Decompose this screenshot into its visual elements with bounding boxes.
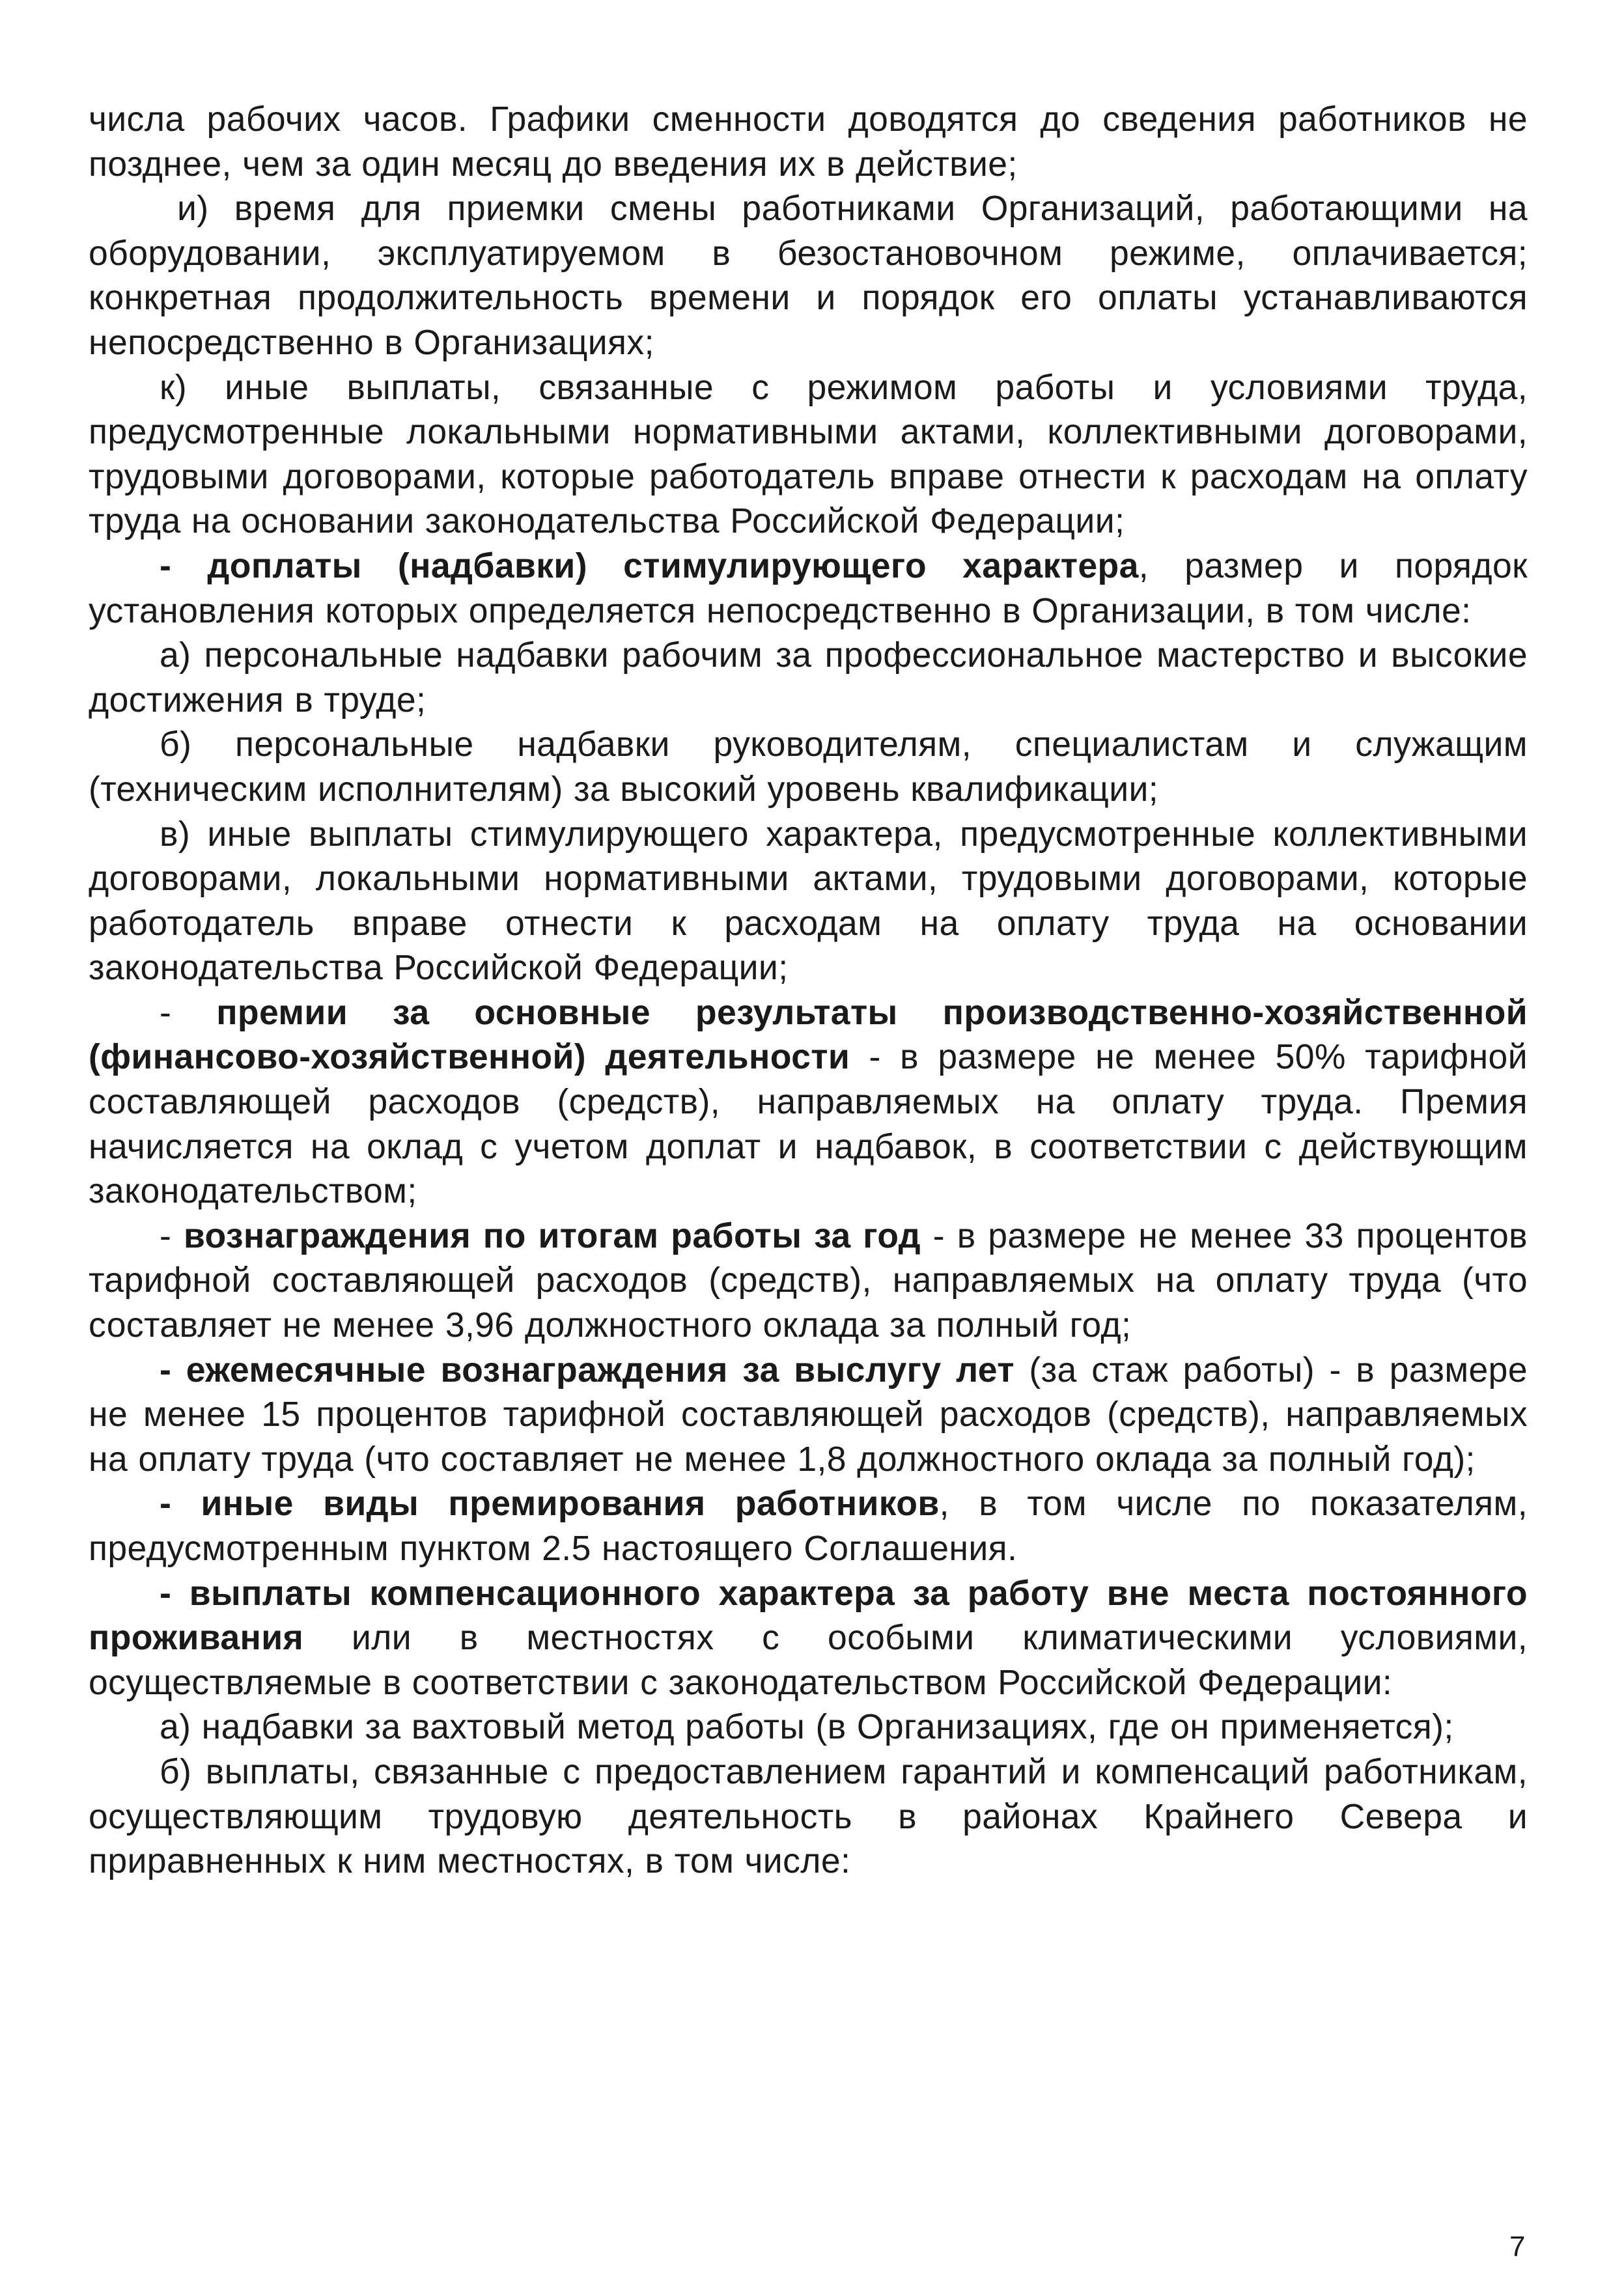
paragraph-item-a-personal — [89, 634, 1528, 723]
paragraph-text: в) иные выплаты стимулирующего характера, предусмотренные коллективными договорами, локальными нормативными актами, трудовыми договорами, которые работодатель вправе отнести к расходам на оплату труда на основании законодательства Российской Федерации; — [89, 815, 1528, 988]
paragraph-item-v-other — [89, 813, 1528, 991]
paragraph-text: - в размере не менее 50% тарифной составляющей расходов (средств), направляемых на оплату труда. Премия начисляется на оклад с учетом доплат и надбавок, в соответствии с действующим законодательством; — [89, 1038, 1528, 1211]
paragraph-item-i — [89, 187, 1528, 365]
paragraph-item-a-shift-method — [89, 1705, 1528, 1750]
paragraph-text: б) выплаты, связанные с предоставлением гарантий и компенсаций работникам, осуществляющим трудовую деятельность в районах Крайнего Севера и приравненных к ним местностях, в том числе: — [89, 1752, 1528, 1881]
paragraph-bold-heading: - доплаты (надбавки) стимулирующего характера — [160, 546, 1139, 585]
paragraph-item-b-far-north — [89, 1750, 1528, 1884]
paragraph-annual-rewards — [89, 1214, 1528, 1348]
paragraph-bold-heading: - иные виды премирования работников — [160, 1485, 940, 1524]
paragraph-working-hours — [89, 98, 1528, 187]
paragraph-text: , в том числе по показателям, предусмотренным пунктом 2.5 настоящего Соглашения. — [89, 1485, 1528, 1568]
paragraph-compensation-payments — [89, 1572, 1528, 1706]
paragraph-bonuses-main-results — [89, 991, 1528, 1214]
paragraph-item-b-personal — [89, 723, 1528, 812]
paragraph-other-bonuses — [89, 1482, 1528, 1571]
paragraph-text: числа рабочих часов. Графики сменности доводятся до сведения работников не позднее, чем за один месяц до введения их в действие; — [89, 100, 1528, 184]
paragraph-text: к) иные выплаты, связанные с режимом работы и условиями труда, предусмотренные локальными нормативными актами, коллективными договорами, трудовыми договорами, которые работодатель вправе отнести к расходам на оплату труда на основании законодательства Российской Федерации; — [89, 368, 1528, 541]
paragraph-text: - в размере не менее 33 процентов тарифной составляющей расходов (средств), направляемых на оплату труда (что составляет не менее 3,96 должностного оклада за полный год; — [89, 1216, 1528, 1345]
paragraph-text: (за стаж работы) - в размере не менее 15 процентов тарифной составляющей расходов (средств), направляемых на оплату труда (что составляет не менее 1,8 должностного оклада за полный год); — [89, 1350, 1528, 1479]
paragraph-length-of-service — [89, 1348, 1528, 1483]
paragraph-text: - — [160, 993, 217, 1032]
paragraph-text: а) персональные надбавки рабочим за профессиональное мастерство и высокие достижения в труде; — [89, 636, 1528, 719]
paragraph-bold-heading: - ежемесячные вознаграждения за выслугу лет — [160, 1350, 1015, 1389]
paragraph-text: или в местностях с особыми климатическими условиями, осуществляемые в соответствии с законодательством Российской Федерации: — [89, 1619, 1528, 1702]
paragraph-bold-heading: премии за основные результаты производственно-хозяйственной (финансово-хозяйственной) деятельности — [89, 993, 1528, 1077]
paragraph-text: а) надбавки за вахтовый метод работы (в Организациях, где он применяется); — [160, 1708, 1454, 1747]
paragraph-text: б) персональные надбавки руководителям, специалистам и служащим (техническим исполнителям) за высокий уровень квалификации; — [89, 725, 1528, 809]
page-number: 7 — [1509, 2231, 1526, 2263]
paragraph-text: - — [160, 1216, 184, 1255]
paragraph-stimulating-allowances — [89, 544, 1528, 634]
paragraph-text: и) время для приемки смены работниками Организаций, работающими на оборудовании, эксплуатируемом в безостановочном режиме, оплачивается; конкретная продолжительность времени и порядок его оплаты устанавливаются непосредственно в Организациях; — [89, 189, 1528, 362]
document-page — [89, 98, 1528, 1884]
paragraph-item-k — [89, 366, 1528, 544]
paragraph-bold-heading: - выплаты компенсационного характера за работу вне места постоянного проживания — [89, 1574, 1528, 1658]
paragraph-bold-heading: вознаграждения по итогам работы за год — [183, 1216, 921, 1255]
paragraph-text: , размер и порядок установления которых определяется непосредственно в Организации, в том числе: — [89, 546, 1528, 630]
